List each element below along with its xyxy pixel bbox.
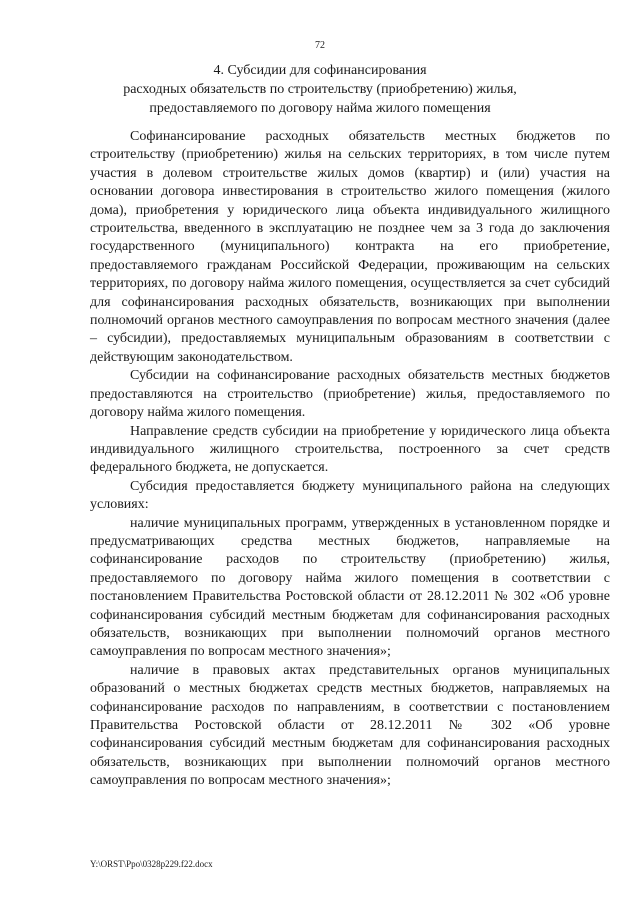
heading-line-3: предоставляемого по договору найма жилого помещения xyxy=(149,101,491,116)
paragraph-conditions-intro: Субсидия предоставляется бюджету муниципального района на следующих условиях: xyxy=(90,478,610,513)
file-path-footer: Y:\ORST\Ppo\0328p229.f22.docx xyxy=(90,859,213,869)
page-number: 72 xyxy=(315,40,325,51)
paragraph-condition-legal-acts: наличие в правовых актах представительных органов муниципальных образований о местных бюджетах средств местных бюджетов, направляемых на софинансирование расходов по направлениям, в соответствии с постановлением Правительства Ростовской области от 28.12.2011 № 302 «Об уровне софинансирования субсидий местным бюджетам для софинансирования расходных обязательств, возникающих при выполнении полномочий органов местного самоуправления по вопросам местного значения»; xyxy=(90,662,610,789)
paragraph-condition-programs: наличие муниципальных программ, утвержденных в установленном порядке и предусматривающих средства местных бюджетов, направляемые на софинансирование расходов по строительству (приобретению) жилья, предоставляемого по договору найма жилого помещения в соответствии с постановлением Правительства Ростовской области от 28.12.2011 № 302 «Об уровне софинансирования субсидий местным бюджетам для софинансирования расходных обязательств, возникающих при выполнении полномочий органов местного самоуправления по вопросам местного значения»; xyxy=(90,515,610,660)
section-heading xyxy=(90,61,550,118)
paragraph-cofinancing: Софинансирование расходных обязательств местных бюджетов по строительству (приобретению) жилья на сельских территориях, в том числе путем участия в долевом строительстве жилых домов (квартир) и (или) участия на основании договора инвестирования в строительство жилого помещения (жилого дома), приобретения у юридического лица объекта индивидуального жилищного строительства, введенного в эксплуатацию не позднее чем за 3 года до заключения государственного (муниципального) контракта на его приобретение, предоставляемого гражданам Российской Федерации, проживающим на сельских территориях, по договору найма жилого помещения, осуществляется за счет субсидий для софинансирования расходных обязательств, возникающих при выполнении полномочий органов местного самоуправления по вопросам местного значения (далее – субсидии), предоставляемых муниципальным образованиям в соответствии с действующим законодательством. xyxy=(90,129,610,365)
heading-line-2: расходных обязательств по строительству (приобретению) жилья, xyxy=(123,82,517,97)
paragraph-subsidies-provided: Субсидии на софинансирование расходных обязательств местных бюджетов предоставляются на строительство (приобретение) жилья, предоставляемого по договору найма жилого помещения. xyxy=(90,368,610,421)
document-body xyxy=(90,128,610,791)
paragraph-funds-direction: Направление средств субсидии на приобретение у юридического лица объекта индивидуального жилищного строительства, построенного за счет средств федерального бюджета, не допускается. xyxy=(90,423,610,476)
heading-line-1: 4. Субсидии для софинансирования xyxy=(213,63,427,78)
